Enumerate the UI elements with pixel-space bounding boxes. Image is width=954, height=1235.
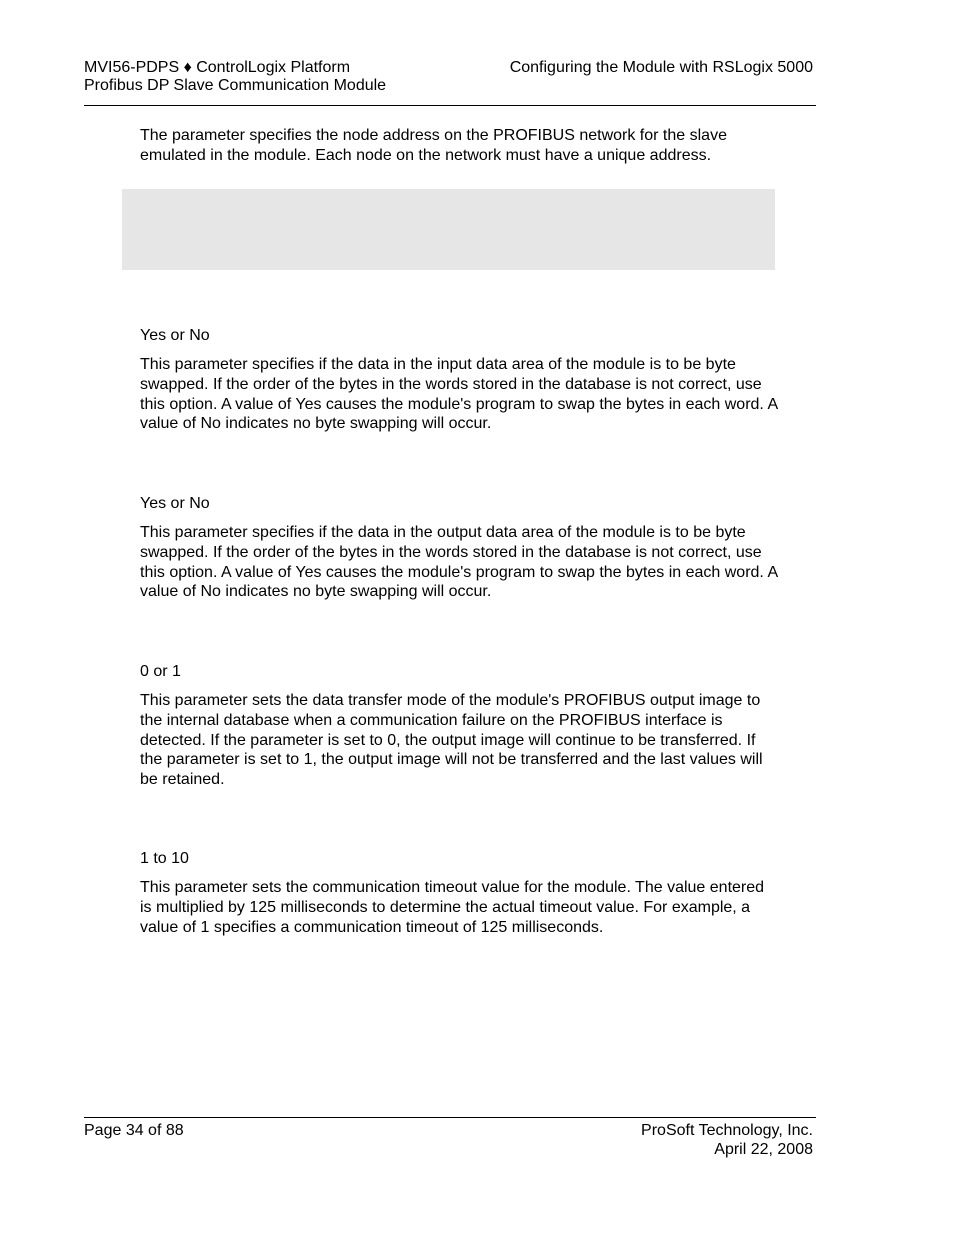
input-swap-description: This parameter specifies if the data in the input data area of the module is to be byte swapped. If the order of the bytes in the words stored in the database is not correct, use this option. A value of Yes causes the module's program to swap the bytes in each word. A value of No indicates no byte swapping will occur. <box>140 356 778 433</box>
comm-timeout-range: 1 to 10 <box>140 850 189 867</box>
shaded-note-box <box>122 189 775 270</box>
input-swap-range: Yes or No <box>140 327 210 344</box>
node-address-description: The parameter specifies the node address on the PROFIBUS network for the slave emulated in the module. Each node on the network must have a unique address. <box>140 127 727 164</box>
footer-date: April 22, 2008 <box>714 1141 813 1158</box>
output-swap-description: This parameter specifies if the data in the output data area of the module is to be byte swapped. If the order of the bytes in the words stored in the database is not correct, use this option. A value of Yes causes the module's program to swap the bytes in each word. A value of No indicates no byte swapping will occur. <box>140 524 778 601</box>
footer-company: ProSoft Technology, Inc. <box>641 1122 813 1139</box>
page-number: Page 34 of 88 <box>84 1122 184 1139</box>
output-swap-range: Yes or No <box>140 495 210 512</box>
header-chapter-title: Configuring the Module with RSLogix 5000 <box>509 59 813 76</box>
comm-timeout-description: This parameter sets the communication timeout value for the module. The value entered is multiplied by 125 milliseconds to determine the actual timeout value. For example, a value of 1 specifies a communication timeout of 125 milliseconds. <box>140 879 765 936</box>
comm-failure-mode-description: This parameter sets the data transfer mode of the module's PROFIBUS output image to the internal database when a communication failure on the PROFIBUS interface is detected. If the parameter is set to 0, the output image will continue to be transferred. If the parameter is set to 1, the output image will not be transferred and the last values will be retained. <box>140 692 763 789</box>
header-module-subtitle: Profibus DP Slave Communication Module <box>84 77 387 94</box>
header-rule <box>84 105 816 106</box>
footer-rule <box>84 1117 816 1118</box>
comm-failure-mode-range: 0 or 1 <box>140 663 181 680</box>
header-product-title: MVI56-PDPS ♦ ControlLogix Platform <box>84 59 351 76</box>
